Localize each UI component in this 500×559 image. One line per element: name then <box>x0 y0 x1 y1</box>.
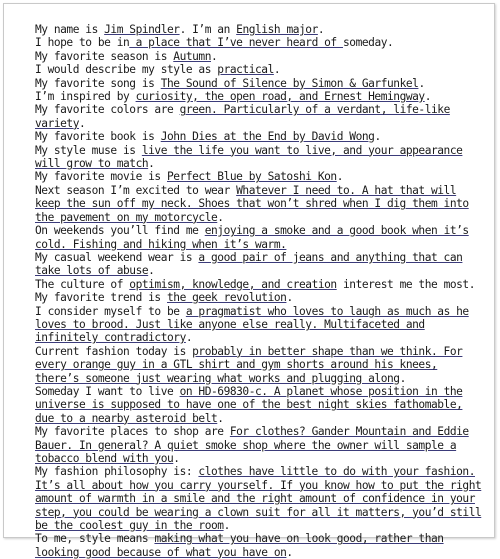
prompt-text: . <box>399 371 406 385</box>
answer-text: clothes have little to do with your fashion. It’s all about how you carry yourself. If you know how to put the right amount of warmth in a smile and the right amount of confidence in your step, you could be wearing a clown suit for all it matters, you’d still be the coolest guy in the room <box>35 465 482 533</box>
prompt-text: . <box>217 411 224 425</box>
prompt-text: My favorite song is <box>35 76 161 90</box>
questionnaire-line <box>35 345 485 385</box>
answer-text: making what you have on look good, rather than looking good because of what you have on <box>35 532 444 559</box>
prompt-text: My favorite movie is <box>35 170 167 184</box>
prompt-text: I consider myself to be <box>35 304 186 318</box>
questionnaire-line <box>35 36 485 49</box>
prompt-text: Someday I want to live <box>35 384 180 398</box>
answer-text: a place that I’ve never heard of <box>129 36 344 50</box>
questionnaire-line <box>35 278 485 291</box>
questionnaire-line <box>35 465 485 532</box>
answer-text: curiosity, the open road, and Ernest Hemingway <box>135 90 425 104</box>
prompt-text: My favorite colors are <box>35 103 180 117</box>
questionnaire-line <box>35 385 485 425</box>
prompt-text: . <box>223 519 230 533</box>
answer-text: green. Particularly of a verdant, life-like variety <box>35 103 450 130</box>
prompt-text: . <box>79 116 86 130</box>
questionnaire-line <box>35 305 485 345</box>
prompt-text: To me, style means <box>35 532 155 546</box>
prompt-text: I would describe my style as <box>35 63 218 77</box>
answer-text: The Sound of Silence by Simon & Garfunkel <box>160 76 419 90</box>
questionnaire-line <box>35 170 485 183</box>
questionnaire-line <box>35 184 485 224</box>
questionnaire-body <box>35 23 485 559</box>
prompt-text: On weekends you’ll find me <box>35 224 205 238</box>
questionnaire-line <box>35 532 485 559</box>
prompt-text: someday. <box>343 36 394 50</box>
prompt-text: My style muse is <box>35 143 142 157</box>
answer-text: enjoying a smoke and a good book when it’s cold. Fishing and hiking when it’s warm. <box>35 224 469 251</box>
answer-text: a pragmatist who loves to laugh as much as he loves to brood. Just like anyone else really. Multifaceted and infinitely contradictory <box>35 304 469 345</box>
answer-text: For clothes? Gander Mountain and Eddie Bauer. In general? A quiet smoke shop where the owner will sample a tobacco blend with you <box>35 425 469 465</box>
prompt-text: . <box>374 130 381 144</box>
prompt-text: . <box>273 63 281 77</box>
questionnaire-line <box>35 130 485 143</box>
answer-text: probably in better shape than we think. For every orange guy in a GTL shirt and gym shorts around his knees, there’s someone just wearing what works and plugging along <box>35 344 463 385</box>
prompt-text: I’m inspired by <box>35 90 136 104</box>
answer-text: Jim Spindler <box>104 23 180 36</box>
prompt-text: . I’m an <box>179 23 237 36</box>
prompt-text: My favorite places to shop are <box>35 425 230 439</box>
answer-text: Perfect Blue by Satoshi Kon <box>167 170 337 184</box>
answer-text: English major <box>236 23 318 36</box>
prompt-text: My favorite trend is <box>35 291 167 305</box>
answer-text: a good pair of jeans and anything that can take lots of abuse <box>35 250 463 278</box>
questionnaire-line <box>35 77 485 90</box>
prompt-text: I hope to be in <box>35 36 130 50</box>
questionnaire-line <box>35 291 485 304</box>
answer-text: the geek revolution <box>167 291 287 305</box>
questionnaire-line <box>35 224 485 251</box>
answer-text: optimism, knowledge, and creation <box>129 277 337 291</box>
prompt-text: . <box>148 157 155 171</box>
questionnaire-line <box>35 63 485 76</box>
prompt-text: . <box>211 49 218 63</box>
answer-text: on HD-69830-c. A planet whose position in the universe is supposed to have one of the best night skies fathomable, due to a nearby asteroid belt <box>35 384 463 425</box>
prompt-text: Current fashion today is <box>35 344 193 358</box>
answer-text: Autumn <box>173 49 211 63</box>
answer-text: Whatever I need to. A hat that will keep the sun off my neck. Shoes that won’t shred when I dig them into the pavement on my motorcycle <box>35 183 469 224</box>
answer-text: John Dies at the End by David Wong <box>160 130 375 144</box>
prompt-text: . <box>148 264 155 278</box>
prompt-text: . <box>185 331 193 345</box>
questionnaire-line <box>35 50 485 63</box>
questionnaire-line <box>35 90 485 103</box>
questionnaire-line <box>35 425 485 465</box>
answer-text: live the life you want to live, and your appearance will grow to match <box>35 143 463 171</box>
prompt-text: My favorite season is <box>35 49 174 63</box>
prompt-text: . <box>286 545 293 559</box>
prompt-text: . <box>173 452 180 465</box>
prompt-text: . <box>424 90 432 104</box>
questionnaire-line <box>35 144 485 171</box>
prompt-text: My favorite book is <box>35 130 161 144</box>
questionnaire-line <box>35 251 485 278</box>
prompt-text: . <box>217 210 224 224</box>
prompt-text: My fashion philosophy is: <box>35 465 199 479</box>
document-page <box>3 3 495 559</box>
prompt-text: . <box>286 291 293 305</box>
questionnaire-line <box>35 23 485 36</box>
prompt-text: My name is <box>35 23 105 36</box>
prompt-text: . <box>317 23 325 36</box>
questionnaire-line <box>35 103 485 130</box>
prompt-text: . <box>418 76 425 90</box>
prompt-text: . <box>336 170 344 184</box>
prompt-text: My casual weekend wear is <box>35 250 199 264</box>
prompt-text: The culture of <box>35 277 130 291</box>
prompt-text: interest me the most. <box>336 277 475 291</box>
answer-text: practical <box>217 63 274 77</box>
prompt-text: Next season I’m excited to wear <box>35 183 237 197</box>
